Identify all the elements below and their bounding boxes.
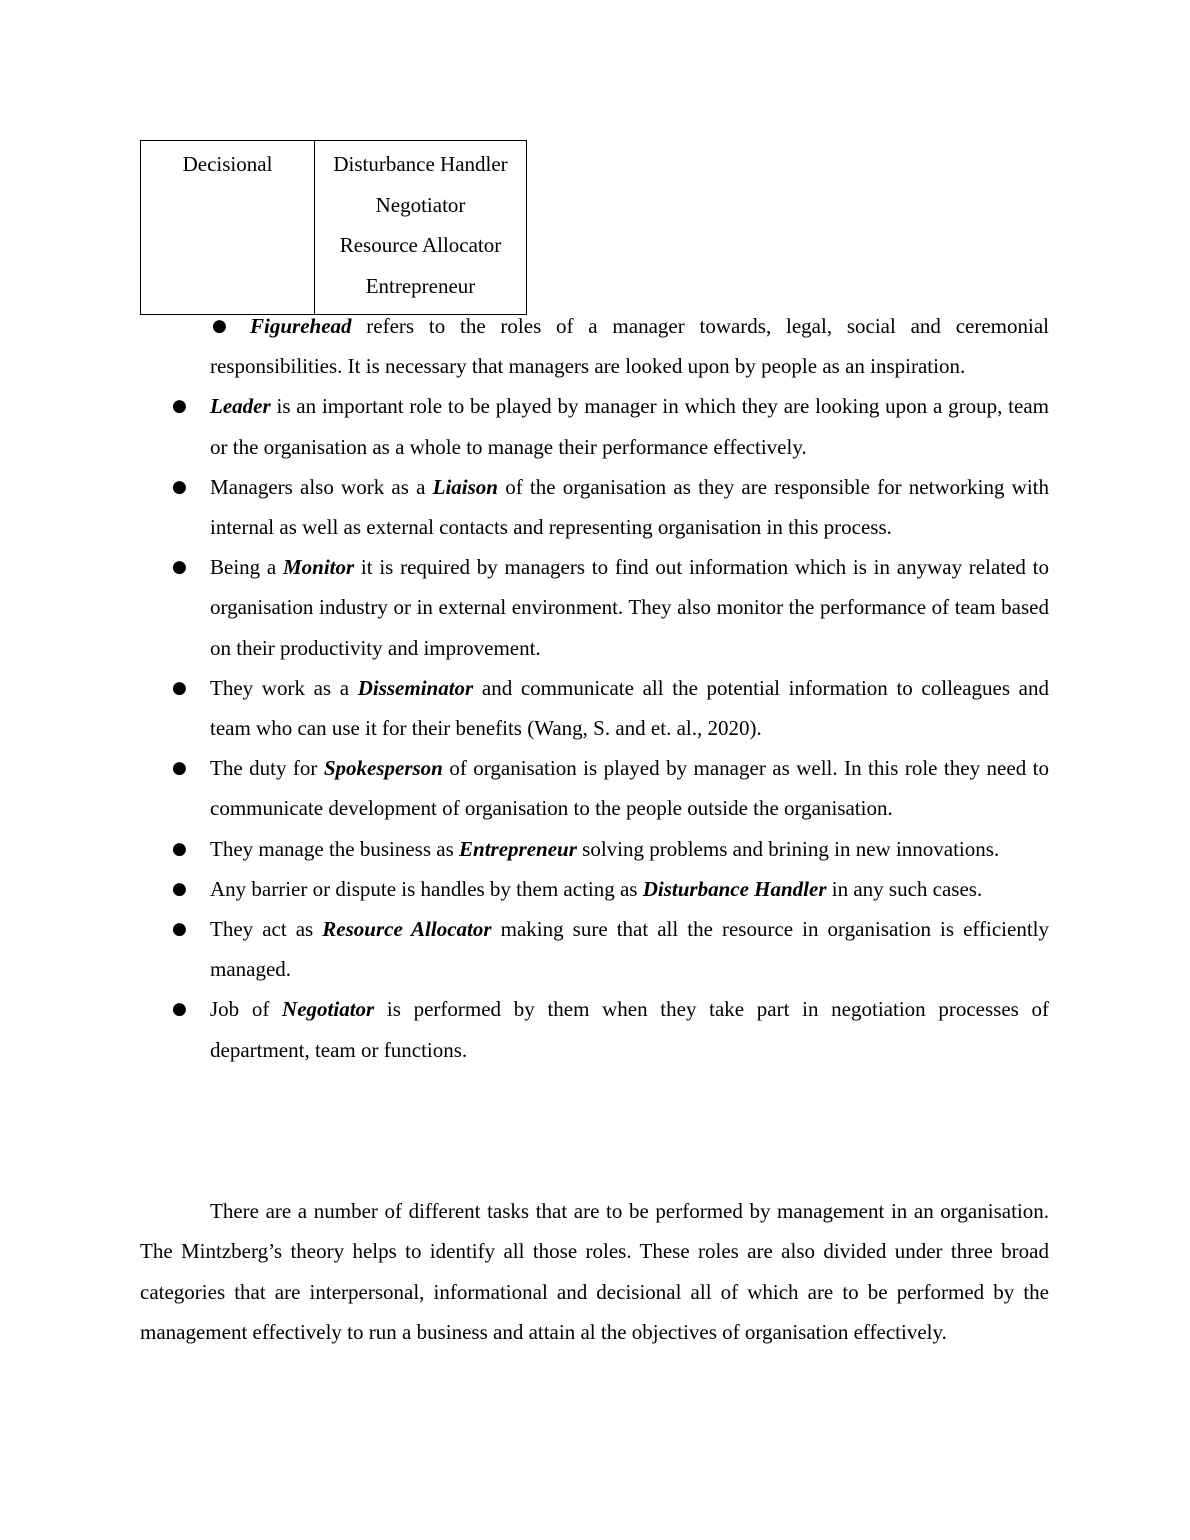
role-term: Liaison xyxy=(432,474,498,499)
list-item: ● They work as a Disseminator and communicate all the potential information to colleagues and team who can use it for their benefits (Wang, S. and et. al., 2020). xyxy=(140,668,1049,748)
bullet-icon: ● xyxy=(172,878,187,899)
bullet-icon: ● xyxy=(172,396,187,417)
table-cell-category xyxy=(141,141,315,315)
role-term: Leader xyxy=(210,394,271,419)
role-term: Entrepreneur xyxy=(459,836,577,861)
roles-bullet-list xyxy=(140,306,1049,1070)
list-item: ● They act as Resource Allocator making sure that all the resource in organisation is efficiently managed. xyxy=(140,909,1049,989)
bullet-icon: ● xyxy=(172,919,187,940)
list-item: ● Leader is an important role to be played by manager in which they are looking upon a group, team or the organisation as a whole to manage their performance effectively. xyxy=(140,386,1049,466)
category-label: Decisional xyxy=(182,152,273,176)
list-item: ● The duty for Spokesperson of organisation is played by manager as well. In this role they need to communicate development of organisation to the people outside the organisation. xyxy=(140,748,1049,828)
role-term: Resource Allocator xyxy=(322,917,492,942)
list-item: ● Figurehead refers to the roles of a manager towards, legal, social and ceremonial responsibilities. It is necessary that managers are looked upon by people as an inspiration. xyxy=(140,306,1049,386)
table-row xyxy=(141,141,527,315)
role-item: Resource Allocator xyxy=(339,233,502,257)
summary-paragraph: There are a number of different tasks that are to be performed by management in an organisation. The Mintzberg’s theory helps to identify all those roles. These roles are also divided under three broad categories that are interpersonal, informational and decisional all of which are to be performed by the management effectively to run a business and attain al the objectives of organisation effectively. xyxy=(140,1199,1049,1344)
bullet-icon: ● xyxy=(172,476,187,497)
role-term: Spokesperson xyxy=(323,756,443,781)
bullet-icon: ● xyxy=(212,316,227,336)
role-term: Disturbance Handler xyxy=(642,876,827,901)
bullet-icon: ● xyxy=(172,838,187,859)
list-item: ● Any barrier or dispute is handles by them acting as Disturbance Handler in any such cases. xyxy=(140,869,1049,909)
role-term: Negotiator xyxy=(282,997,375,1022)
role-term: Disseminator xyxy=(357,675,474,700)
roles-table xyxy=(140,140,527,315)
table-cell-roles xyxy=(315,141,527,315)
bullet-icon: ● xyxy=(172,758,187,779)
role-item: Negotiator xyxy=(375,192,466,217)
list-item: ● Managers also work as a Liaison of the organisation as they are responsible for networking with internal as well as external contacts and representing organisation in this process. xyxy=(140,467,1049,547)
role-term: Monitor xyxy=(282,555,355,580)
list-item: ● Job of Negotiator is performed by them when they take part in negotiation processes of department, team or functions. xyxy=(140,989,1049,1069)
list-item: ● They manage the business as Entrepreneur solving problems and brining in new innovations. xyxy=(140,829,1049,869)
role-item: Entrepreneur xyxy=(365,273,476,298)
bullet-icon: ● xyxy=(172,677,187,698)
bullet-icon: ● xyxy=(172,999,187,1020)
bullet-icon: ● xyxy=(172,557,187,578)
list-item: ● Being a Monitor it is required by managers to find out information which is in anyway related to organisation industry or in external environment. They also monitor the performance of team based on their productivity and improvement. xyxy=(140,547,1049,668)
role-term: Figurehead xyxy=(250,314,352,338)
role-item: Disturbance Handler xyxy=(333,152,508,176)
